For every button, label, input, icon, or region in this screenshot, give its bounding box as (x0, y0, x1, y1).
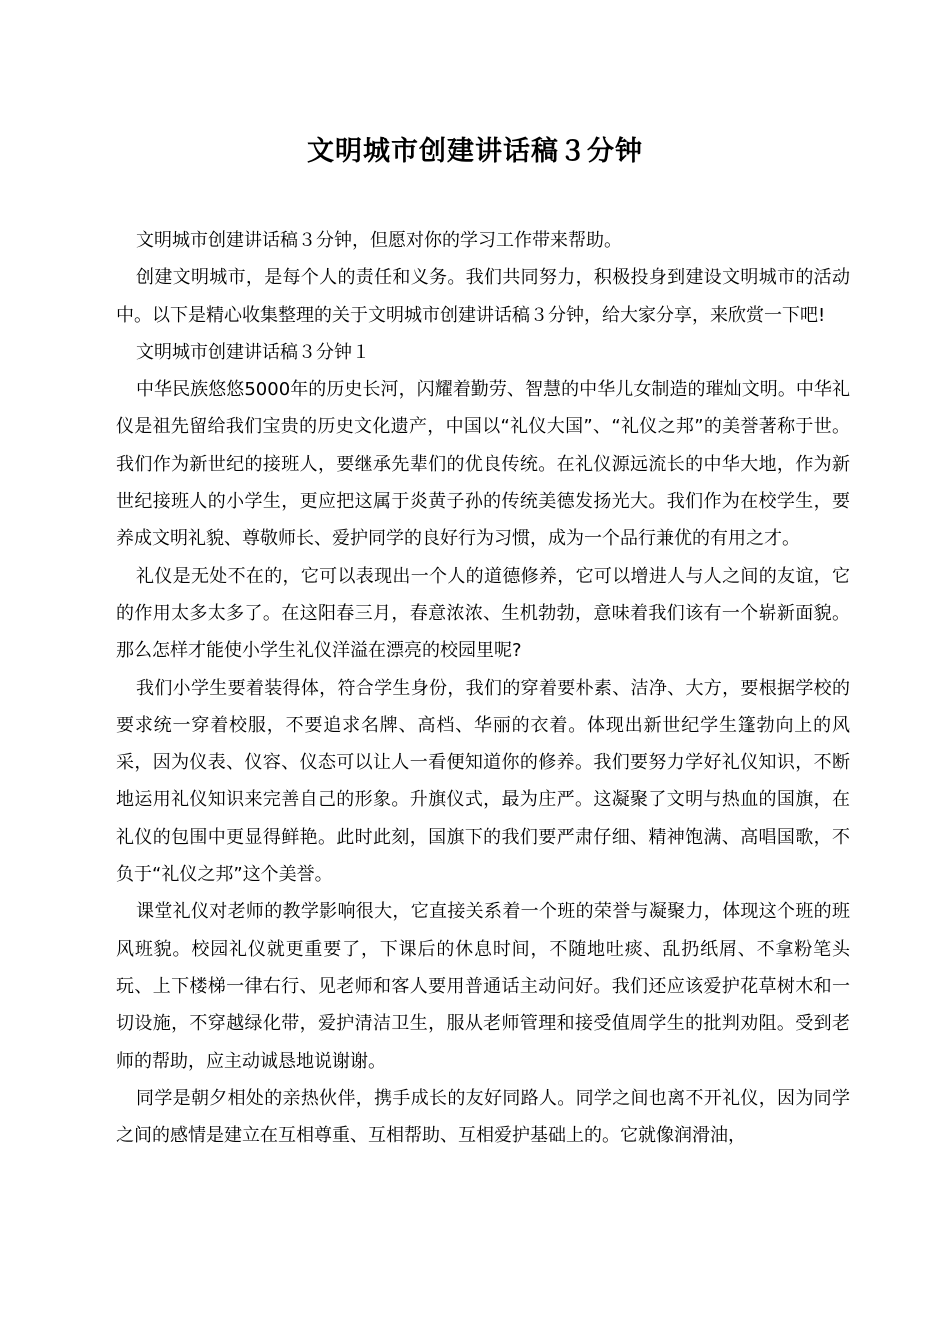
document-body (116, 222, 850, 1154)
section-heading-1: 文明城市创建讲话稿３分钟１ (136, 341, 370, 363)
paragraph-classroom: 课堂礼仪对老师的教学影响很大，它直接关系着一个班的荣誉与凝聚力，体现这个班的班风班貌。校园礼仪就更重要了，下课后的休息时间，不随地吐痰、乱扔纸屑、不拿粉笔头玩、上下楼梯一律右行、见老师和客人要用普通话主动问好。我们还应该爱护花草树木和一切设施，不穿越绿化带，爱护清洁卫生，服从老师管理和接受值周学生的批判劝阻。受到老师的帮助，应主动诚恳地说谢谢。 (116, 901, 850, 1072)
paragraph-etiquette: 礼仪是无处不在的，它可以表现出一个人的道德修养，它可以增进人与人之间的友谊，它的作用太多太多了。在这阳春三月，春意浓浓、生机勃勃，意味着我们该有一个崭新面貌。那么怎样才能使小学生礼仪洋溢在漂亮的校园里呢? (116, 565, 850, 662)
paragraph-history: 中华民族悠悠5000年的历史长河，闪耀着勤劳、智慧的中华儿女制造的璀灿文明。中华礼仪是祖先留给我们宝贵的历史文化遗产，中国以“礼仪大国”、“礼仪之邦”的美誉著称于世。我们作为新世纪的接班人，要继承先辈们的优良传统。在礼仪源远流长的中华大地，作为新世纪接班人的小学生，更应把这属于炎黄子孙的传统美德发扬光大。我们作为在校学生，要养成文明礼貌、尊敬师长、爱护同学的良好行为习惯，成为一个品行兼优的有用之才。 (116, 379, 850, 550)
paragraph-preface: 创建文明城市，是每个人的责任和义务。我们共同努力，积极投身到建设文明城市的活动中。以下是精心收集整理的关于文明城市创建讲话稿３分钟，给大家分享，来欣赏一下吧! (116, 267, 850, 326)
paragraph-dress: 我们小学生要着装得体，符合学生身份，我们的穿着要朴素、洁净、大方，要根据学校的要求统一穿着校服，不要追求名牌、高档、华丽的衣着。体现出新世纪学生篷勃向上的风采，因为仪表、仪容、仪态可以让人一看便知道你的修养。我们要努力学好礼仪知识，不断地运用礼仪知识来完善自己的形象。升旗仪式，最为庄严。这凝聚了文明与热血的国旗，在礼仪的包围中更显得鲜艳。此时此刻，国旗下的我们要严肃仔细、精神饱满、高唱国歌，不负于“礼仪之邦”这个美誉。 (116, 677, 850, 886)
paragraph-intro: 文明城市创建讲话稿３分钟，但愿对你的学习工作带来帮助。 (136, 230, 622, 251)
document-title: 文明城市创建讲话稿３分钟 (307, 136, 643, 167)
paragraph-classmates: 同学是朝夕相处的亲热伙伴，携手成长的友好同路人。同学之间也离不开礼仪，因为同学之间的感情是建立在互相尊重、互相帮助、互相爱护基础上的。它就像润滑油， (116, 1087, 850, 1147)
